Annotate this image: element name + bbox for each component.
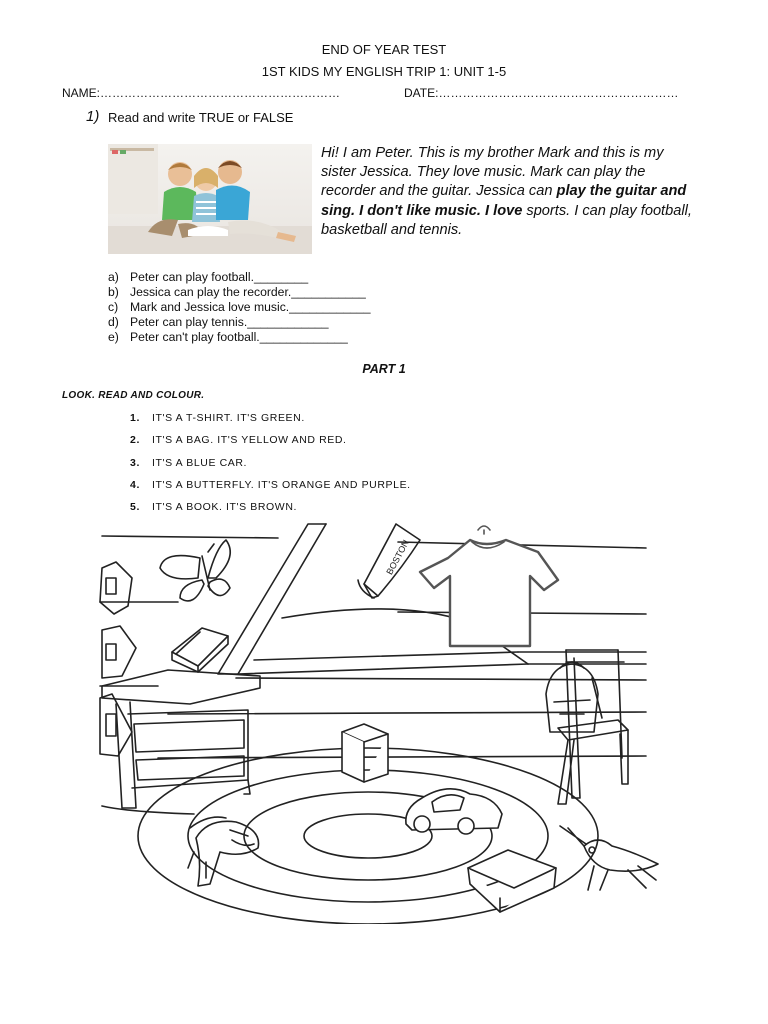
colour-item-text: IT'S A T-SHIRT. IT'S GREEN. [152, 412, 305, 424]
tf-item-e[interactable] [108, 330, 371, 345]
box-drawing [342, 724, 388, 782]
passage-part3: sports. I can play football, basketball and tennis. [321, 202, 692, 238]
question-number: 1) [86, 108, 100, 125]
colour-item [130, 479, 411, 501]
colour-item-text: IT'S A BUTTERFLY. IT'S ORANGE AND PURPLE. [152, 478, 411, 491]
colour-item [130, 412, 411, 434]
tf-text: Peter can play tennis.____________ [130, 315, 329, 329]
tf-letter: e) [108, 330, 119, 344]
name-field[interactable]: NAME:…………………………………………………… [62, 86, 341, 100]
tf-text: Mark and Jessica love music.____________ [130, 300, 371, 314]
chair-drawing [558, 650, 628, 804]
colour-item-number: 4. [130, 478, 140, 491]
tf-item-d[interactable] [108, 315, 371, 330]
part1-heading: PART 1 [362, 362, 406, 376]
tf-letter: a) [108, 270, 119, 284]
tf-text: Jessica can play the recorder.___________ [130, 285, 366, 299]
tf-text: Peter can't play football._____________ [130, 330, 348, 344]
tf-item-a[interactable] [108, 270, 371, 285]
cabinet-drawing [102, 670, 260, 808]
colour-item-text: IT'S A BAG. IT'S YELLOW AND RED. [152, 434, 347, 447]
pennant-drawing [358, 524, 420, 598]
book-drawing [172, 628, 228, 672]
tf-item-c[interactable] [108, 300, 371, 315]
floor-book-drawing [468, 850, 556, 912]
tf-item-b[interactable] [108, 285, 371, 300]
colour-item-text: IT'S A BOOK. IT'S BROWN. [152, 501, 298, 514]
test-title: END OF YEAR TEST [321, 42, 447, 57]
colour-item-text: IT'S A BLUE CAR. [152, 456, 248, 469]
colouring-room-picture [98, 518, 670, 924]
colour-item-number: 5. [130, 501, 140, 514]
colour-item-number: 3. [130, 456, 140, 469]
grasshopper-drawing [560, 826, 658, 890]
tf-text: Peter can play football.________ [130, 270, 309, 284]
tf-letter: d) [108, 315, 119, 329]
date-field[interactable]: DATE:…………………………………………………… [404, 86, 679, 100]
reading-passage [321, 144, 701, 240]
butterfly-drawing [160, 540, 230, 601]
part1-instruction: LOOK. READ AND COLOUR. [62, 390, 205, 401]
passage-part1: Hi! I am Peter. This is my brother Mark and this is my sister Jessica. They love music. Mark can play the recorder and the guitar. Jessica can [321, 145, 664, 200]
colour-item [130, 434, 411, 456]
tf-letter: b) [108, 285, 119, 299]
colour-item-number: 1. [130, 412, 140, 424]
pennant-text: BOSTON [384, 538, 411, 577]
tshirt-drawing [420, 526, 558, 646]
children-photo [108, 144, 312, 254]
test-subtitle: 1ST KIDS MY ENGLISH TRIP 1: UNIT 1-5 [261, 64, 507, 79]
tf-letter: c) [108, 300, 119, 314]
colour-item-number: 2. [130, 434, 140, 447]
true-false-list [108, 270, 371, 345]
passage-part2: play the guitar and sing. I don't like music. I love [321, 183, 687, 219]
colour-item [130, 457, 411, 479]
question-instruction: Read and write TRUE or FALSE [108, 110, 294, 125]
colour-instructions [130, 412, 411, 523]
